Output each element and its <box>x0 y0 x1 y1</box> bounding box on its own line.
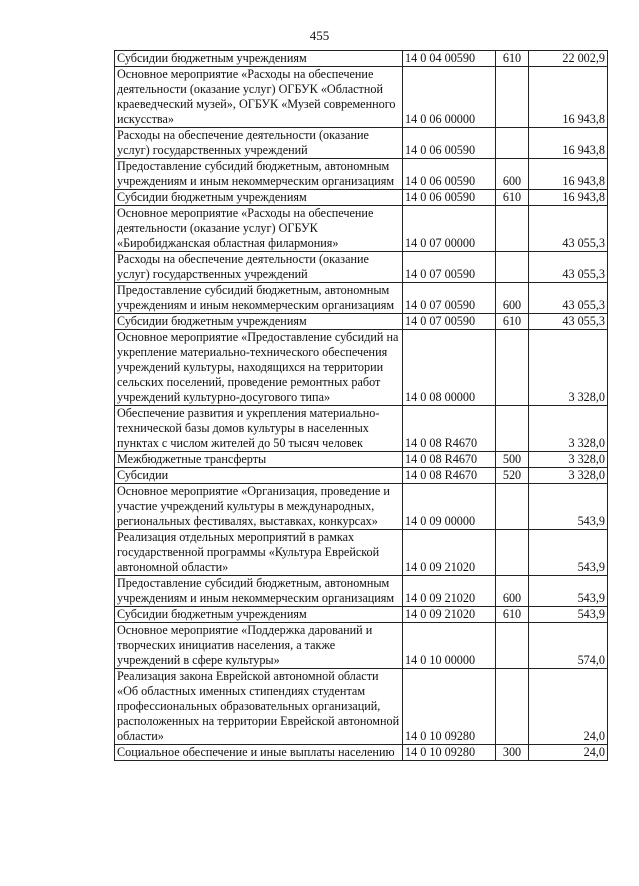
row-code: 14 0 10 09280 <box>403 745 496 761</box>
table-row <box>115 51 608 67</box>
row-name: Основное мероприятие «Предоставление субсидий на укрепление материально-технического обеспечения учреждений культуры, находящихся на территории сельских поселений, проведение ремонтных работ учреждений культурно-досугового типа» <box>115 330 403 406</box>
row-amount: 543,9 <box>529 576 608 607</box>
table-row <box>115 128 608 159</box>
row-vr: 610 <box>496 51 529 67</box>
row-code: 14 0 04 00590 <box>403 51 496 67</box>
table-row <box>115 314 608 330</box>
row-code: 14 0 08 R4670 <box>403 468 496 484</box>
row-amount: 43 055,3 <box>529 314 608 330</box>
row-code: 14 0 08 00000 <box>403 330 496 406</box>
row-vr: 600 <box>496 576 529 607</box>
row-name: Субсидии бюджетным учреждениям <box>115 51 403 67</box>
row-amount: 3 328,0 <box>529 468 608 484</box>
row-vr <box>496 406 529 452</box>
row-vr: 600 <box>496 283 529 314</box>
row-vr: 610 <box>496 190 529 206</box>
row-code: 14 0 09 21020 <box>403 607 496 623</box>
row-code: 14 0 10 00000 <box>403 623 496 669</box>
row-code: 14 0 10 09280 <box>403 669 496 745</box>
table-row <box>115 330 608 406</box>
row-amount: 16 943,8 <box>529 190 608 206</box>
row-code: 14 0 06 00590 <box>403 190 496 206</box>
row-code: 14 0 09 21020 <box>403 576 496 607</box>
row-name: Предоставление субсидий бюджетным, автономным учреждениям и иным некоммерческим организациям <box>115 576 403 607</box>
row-amount: 574,0 <box>529 623 608 669</box>
row-vr <box>496 67 529 128</box>
row-vr: 300 <box>496 745 529 761</box>
row-name: Предоставление субсидий бюджетным, автономным учреждениям и иным некоммерческим организациям <box>115 283 403 314</box>
row-vr <box>496 669 529 745</box>
row-vr: 520 <box>496 468 529 484</box>
table-row <box>115 206 608 252</box>
row-vr: 610 <box>496 314 529 330</box>
table-row <box>115 406 608 452</box>
row-name: Основное мероприятие «Расходы на обеспечение деятельности (оказание услуг) ОГБУК «Областной краеведческий музей», ОГБУК «Музей современного искусства» <box>115 67 403 128</box>
row-amount: 24,0 <box>529 745 608 761</box>
row-name: Расходы на обеспечение деятельности (оказание услуг) государственных учреждений <box>115 252 403 283</box>
row-code: 14 0 08 R4670 <box>403 452 496 468</box>
row-name: Субсидии <box>115 468 403 484</box>
table-row <box>115 159 608 190</box>
row-code: 14 0 08 R4670 <box>403 406 496 452</box>
table-row <box>115 283 608 314</box>
row-name: Реализация закона Еврейской автономной области «Об областных именных стипендиях студентам профессиональных образовательных организаций, расположенных на территории Еврейской автономной области» <box>115 669 403 745</box>
table-row <box>115 468 608 484</box>
row-amount: 3 328,0 <box>529 406 608 452</box>
row-code: 14 0 07 00590 <box>403 283 496 314</box>
row-name: Межбюджетные трансферты <box>115 452 403 468</box>
row-vr: 500 <box>496 452 529 468</box>
row-name: Расходы на обеспечение деятельности (оказание услуг) государственных учреждений <box>115 128 403 159</box>
row-name: Основное мероприятие «Расходы на обеспечение деятельности (оказание услуг) ОГБУК «Биробиджанская областная филармония» <box>115 206 403 252</box>
row-vr <box>496 484 529 530</box>
table-row <box>115 190 608 206</box>
row-name: Субсидии бюджетным учреждениям <box>115 190 403 206</box>
budget-table <box>114 50 608 761</box>
page-number: 455 <box>309 28 330 43</box>
row-amount: 24,0 <box>529 669 608 745</box>
table-row <box>115 623 608 669</box>
row-code: 14 0 07 00590 <box>403 314 496 330</box>
row-name: Основное мероприятие «Организация, проведение и участие учреждений культуры в международных, региональных фестивалях, выставках, конкурсах» <box>115 484 403 530</box>
row-vr: 610 <box>496 607 529 623</box>
row-code: 14 0 09 00000 <box>403 484 496 530</box>
table-row <box>115 530 608 576</box>
row-amount: 16 943,8 <box>529 128 608 159</box>
table-row <box>115 607 608 623</box>
table-row <box>115 252 608 283</box>
row-vr <box>496 128 529 159</box>
table-row <box>115 452 608 468</box>
row-vr <box>496 623 529 669</box>
row-amount: 16 943,8 <box>529 67 608 128</box>
row-vr <box>496 252 529 283</box>
row-vr <box>496 330 529 406</box>
row-code: 14 0 06 00590 <box>403 128 496 159</box>
row-name: Основное мероприятие «Поддержка дарований и творческих инициатив населения, а также учреждений в сфере культуры» <box>115 623 403 669</box>
row-amount: 543,9 <box>529 530 608 576</box>
row-amount: 43 055,3 <box>529 252 608 283</box>
row-amount: 543,9 <box>529 607 608 623</box>
row-name: Предоставление субсидий бюджетным, автономным учреждениям и иным некоммерческим организациям <box>115 159 403 190</box>
table-row <box>115 67 608 128</box>
row-amount: 3 328,0 <box>529 330 608 406</box>
row-name: Субсидии бюджетным учреждениям <box>115 314 403 330</box>
row-name: Реализация отдельных мероприятий в рамках государственной программы «Культура Еврейской автономной области» <box>115 530 403 576</box>
row-code: 14 0 07 00590 <box>403 252 496 283</box>
row-name: Обеспечение развития и укрепления материально-технической базы домов культуры в населенных пунктах с числом жителей до 50 тысяч человек <box>115 406 403 452</box>
row-amount: 3 328,0 <box>529 452 608 468</box>
row-code: 14 0 06 00590 <box>403 159 496 190</box>
table-row <box>115 576 608 607</box>
table-row <box>115 669 608 745</box>
table-row <box>115 745 608 761</box>
table-row <box>115 484 608 530</box>
row-amount: 43 055,3 <box>529 283 608 314</box>
row-code: 14 0 06 00000 <box>403 67 496 128</box>
row-amount: 22 002,9 <box>529 51 608 67</box>
row-vr <box>496 530 529 576</box>
row-name: Социальное обеспечение и иные выплаты населению <box>115 745 403 761</box>
row-name: Субсидии бюджетным учреждениям <box>115 607 403 623</box>
row-amount: 43 055,3 <box>529 206 608 252</box>
row-code: 14 0 07 00000 <box>403 206 496 252</box>
row-amount: 543,9 <box>529 484 608 530</box>
row-vr: 600 <box>496 159 529 190</box>
row-amount: 16 943,8 <box>529 159 608 190</box>
row-vr <box>496 206 529 252</box>
row-code: 14 0 09 21020 <box>403 530 496 576</box>
